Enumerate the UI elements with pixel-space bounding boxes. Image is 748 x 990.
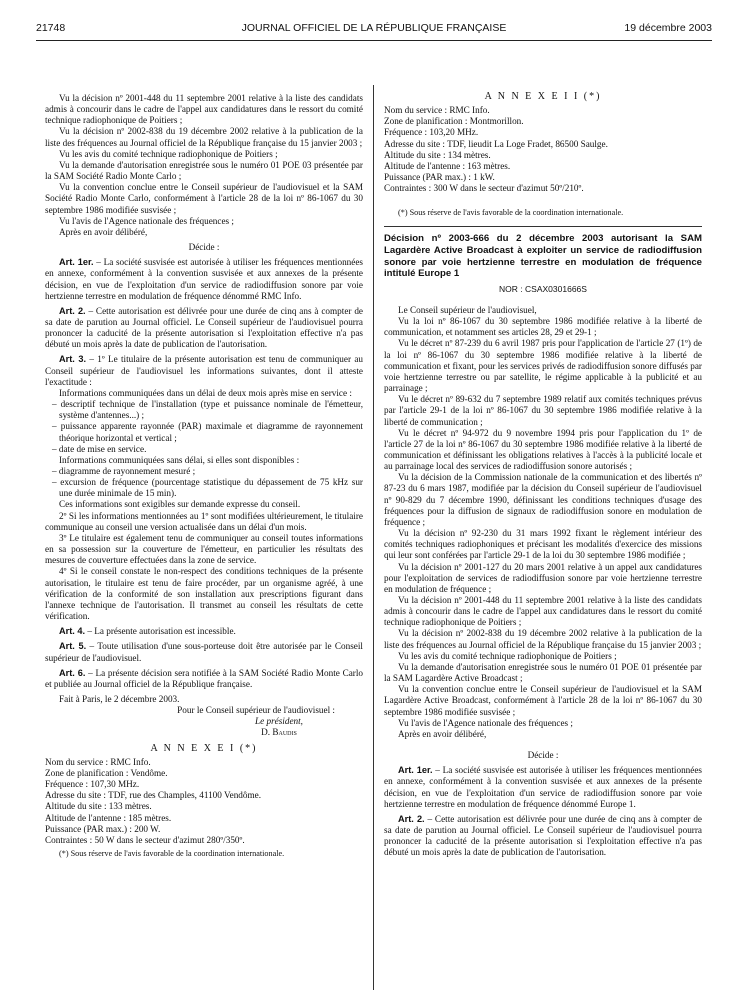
place-date: Fait à Paris, le 2 décembre 2003. — [59, 693, 180, 704]
article-2 — [384, 814, 702, 859]
visa: Vu la loi nº 86-1067 du 30 septembre 1986 modifiée relative à la liberté de communication, et notamment ses articles 28, 29 et 29-1 ; — [384, 316, 702, 338]
signature-name: D. Baudis — [261, 727, 297, 738]
annex-line: Nom du service : RMC Info. — [384, 105, 490, 116]
article-text: – La présente autorisation est incessible. — [85, 626, 236, 637]
journal-title: JOURNAL OFFICIEL DE LA RÉPUBLIQUE FRANÇAISE — [241, 22, 507, 34]
page-header — [36, 14, 712, 41]
annex-title: A N N E X E I I (*) — [484, 91, 602, 102]
article-label: Art. 1er. — [398, 765, 433, 776]
article-1 — [384, 765, 702, 810]
section-divider — [384, 226, 702, 227]
visa: Vu la décision nº 2001-127 du 20 mars 2001 relative à un appel aux candidatures pour l'exploitation de services de radiodiffusion sonore par voie hertzienne terrestre en modulation de fréquence ; — [384, 561, 702, 594]
paragraph: Ces informations sont exigibles sur demande expresse du conseil. — [59, 499, 301, 510]
annex-line: Adresse du site : TDF, lieudit La Loge Fradet, 86500 Saulge. — [384, 138, 608, 149]
annex-line: Altitude du site : 134 mètres. — [384, 149, 491, 160]
visa: Vu la convention conclue entre le Conseil supérieur de l'audiovisuel et la SAM Lagardère Active Broadcast, conformément à l'article 28 de la loi nº 86-1067 du 30 septembre 1986 modifiée susvisée ; — [384, 684, 702, 717]
article-text: – Cette autorisation est délivrée pour une durée de cinq ans à compter de sa date de parution au Journal officiel. Le Conseil supérieur de l'audiovisuel pourra prononcer la caducité de la présente autorisation si l'exploitation effective n'a pas débuté un mois après la date de publication de l'autorisation. — [384, 813, 702, 858]
visa: Après en avoir délibéré, — [398, 728, 487, 739]
annex-line: Altitude de l'antenne : 163 mètres. — [384, 160, 511, 171]
visa: Vu la décision nº 2001-448 du 11 septembre 2001 relative à la liste des candidats admis à concourir dans le cadre de l'appel aux candidatures dans le ressort du comité technique radiophonique de Poitiers ; — [384, 595, 702, 628]
article-label: Art. 1er. — [59, 257, 94, 268]
annex-title: A N N E X E I (*) — [150, 742, 258, 754]
info-heading: Informations communiquées sans délai, si elles sont disponibles : — [59, 454, 300, 465]
annex-line: Fréquence : 103,20 MHz. — [384, 127, 479, 138]
list-item: – puissance apparente rayonnée (PAR) maximale et diagramme de rayonnement théorique horizontal et vertical ; — [52, 421, 363, 443]
visa: Vu le décret nº 89-632 du 7 septembre 1989 relatif aux comités techniques prévus par l'article 29-1 de la loi nº 86-1067 du 30 septembre 1986 modifiée relative à la liberté de communication ; — [384, 394, 702, 427]
visa: Vu la demande d'autorisation enregistrée sous le numéro 01 POE 01 présentée par la SAM Lagardère Active Broadcast ; — [384, 661, 702, 684]
visa: Vu la décision nº 2002-838 du 19 décembre 2002 relative à la publication de la liste des fréquences au Journal officiel de la République française du 15 janvier 2003 ; — [384, 628, 702, 650]
article-label: Art. 3. — [59, 354, 87, 365]
decide-heading: Décide : — [527, 750, 559, 761]
article-text: – Toute utilisation d'une sous-porteuse doit être autorisée par le Conseil supérieur de l'audiovisuel. — [45, 641, 363, 663]
article-5 — [45, 641, 363, 663]
left-column — [45, 93, 363, 859]
page-number: 21748 — [36, 22, 66, 34]
article-label: Art. 4. — [59, 626, 86, 637]
article-text: – 1º Le titulaire de la présente autorisation est tenu de communiquer au Conseil supérieur de l'audiovisuel les informations suivantes, dont il atteste l'exactitude : — [45, 354, 363, 387]
article-label: Art. 2. — [59, 305, 86, 316]
annex-line: Puissance (PAR max.) : 200 W. — [45, 823, 161, 834]
article-2 — [45, 306, 363, 351]
article-text: – La présente décision sera notifiée à la SAM Société Radio Monte Carlo et publiée au Journal officiel de la République française. — [45, 667, 363, 689]
annex-line: Contraintes : 50 W dans le secteur d'azimut 280º/350º. — [45, 834, 245, 845]
column-divider — [373, 85, 374, 990]
article-4 — [45, 626, 363, 637]
paragraph: 2º Si les informations mentionnées au 1º sont modifiées ultérieurement, le titulaire communique au conseil une version actualisée dans un délai d'un mois. — [45, 510, 363, 532]
decide-heading: Décide : — [188, 242, 220, 253]
list-item: – diagramme de rayonnement mesuré ; — [52, 466, 196, 476]
article-label: Art. 6. — [59, 667, 86, 678]
nor-reference: NOR : CSAX0301666S — [499, 283, 587, 294]
article-label: Art. 5. — [59, 641, 87, 652]
annex-footnote: (*) Sous réserve de l'avis favorable de la coordination internationale. — [59, 849, 285, 858]
paragraph: 4º Si le conseil constate le non-respect des conditions techniques de la présente autorisation, le titulaire est tenu de faire procéder, par un organisme agréé, à une vérification de la conformité de son installation aux prescriptions figurant dans l'annexe technique de l'autorisation. Il transmet au conseil les résultats de cette vérification. — [45, 566, 363, 622]
visa: Le Conseil supérieur de l'audiovisuel, — [398, 304, 537, 315]
visa: Vu la convention conclue entre le Conseil supérieur de l'audiovisuel et la SAM Société Radio Monte Carlo, conformément à l'article 28 de la loi nº 86-1067 du 30 septembre 1986 modifiée susvisée ; — [45, 182, 363, 215]
right-column — [384, 93, 702, 858]
paragraph: 3º Le titulaire est également tenu de communiquer au conseil toutes informations en sa possession sur la couverture de l'émetteur, en particulier les résultats des mesures de couverture effectuées dans la zone de service. — [45, 532, 363, 566]
list-item: – descriptif technique de l'installation (type et puissance nominale de l'émetteur, système d'antennes...) ; — [52, 399, 363, 421]
article-3 — [45, 354, 363, 387]
visa: Vu les avis du comité technique radiophonique de Poitiers ; — [398, 650, 617, 661]
article-text: – La société susvisée est autorisée à utiliser les fréquences mentionnées en annexe, conformément à la convention susvisée et aux annexes de la présente décision, en vue de l'exploitation d'un service de radiodiffusion sonore par voie hertzienne terrestre en modulation de fréquence dénommé RMC Info. — [45, 257, 363, 301]
annex-line: Fréquence : 107,30 MHz. — [45, 779, 140, 790]
visa: Vu la demande d'autorisation enregistrée sous le numéro 01 POE 03 présentée par la SAM Société Radio Monte Carlo ; — [45, 159, 363, 182]
visa: Vu les avis du comité technique radiophonique de Poitiers ; — [59, 148, 278, 159]
annex-line: Zone de planification : Montmorillon. — [384, 116, 524, 127]
visa: Vu la décision nº 92-230 du 31 mars 1992 fixant le règlement intérieur des comités techniques radiophoniques et précisant les modalités d'exercice des missions qui leur sont conférées par l'article 29-1 de la loi du 30 septembre 1986 modifiée ; — [384, 528, 702, 561]
visa: Vu la décision nº 2001-448 du 11 septembre 2001 relative à la liste des candidats admis à concourir dans le cadre de l'appel aux candidatures dans le ressort du comité technique radiophonique de Poitiers ; — [45, 93, 363, 126]
annex-footnote: (*) Sous réserve de l'avis favorable de la coordination internationale. — [398, 208, 624, 218]
annex-line: Altitude du site : 133 mètres. — [45, 801, 152, 812]
issue-date: 19 décembre 2003 — [624, 22, 712, 34]
annex-line: Nom du service : RMC Info. — [45, 756, 151, 767]
signature-role: Le président, — [255, 716, 303, 727]
visa: Vu la décision de la Commission nationale de la communication et des libertés nº 87-23 du 6 mars 1987, modifiée par la décision du Conseil supérieur de l'audiovisuel nº 90-829 du 7 décembre 1990, définissant les conditions techniques d'usage des fréquences pour la diffusion de signaux de radiodiffusion sonore en modulation de fréquence ; — [384, 472, 702, 527]
annex-line: Zone de planification : Vendôme. — [45, 767, 168, 778]
article-text: – Cette autorisation est délivrée pour une durée de cinq ans à compter de sa date de parution au Journal officiel. Le Conseil supérieur de l'audiovisuel pourra prononcer la caducité de la présente autorisation si l'exploitation effective n'a pas débuté un mois après la date de publication de l'autorisation. — [45, 305, 363, 350]
visa: Vu le décret nº 94-972 du 9 novembre 1994 pris pour l'application du 1º de l'article 27 de la loi nº 86-1067 du 30 septembre 1986 modifiée relative à la liberté de communication et définissant les obligations relatives à l'accès à la publicité locale et au parrainage local des services de radiodiffusion sonore autorisés ; — [384, 427, 702, 472]
annex-line: Puissance (PAR max.) : 1 kW. — [384, 172, 495, 183]
list-item: – date de mise en service. — [52, 443, 147, 454]
info-heading: Informations communiquées dans un délai de deux mois après mise en service : — [59, 387, 352, 398]
list-item: – excursion de fréquence (pourcentage statistique du dépassement de 75 kHz sur une durée minimale de 15 min). — [52, 477, 363, 499]
visa: Vu la décision nº 2002-838 du 19 décembre 2002 relative à la publication de la liste des fréquences au Journal officiel de la République française du 15 janvier 2003 ; — [45, 126, 363, 148]
article-1 — [45, 257, 363, 302]
visa: Vu l'avis de l'Agence nationale des fréquences ; — [398, 717, 573, 728]
visa: Vu l'avis de l'Agence nationale des fréquences ; — [59, 215, 234, 226]
annex-line: Altitude de l'antenne : 185 mètres. — [45, 812, 172, 823]
decision-title: Décision nº 2003-666 du 2 décembre 2003 autorisant la SAM Lagardère Active Broadcast à exploiter un service de radiodiffusion sonore par voie hertzienne terrestre en modulation de fréquence intitulé Europe 1 — [384, 233, 702, 280]
visa: Après en avoir délibéré, — [59, 226, 148, 237]
article-6 — [45, 668, 363, 690]
signature-for: Pour le Conseil supérieur de l'audiovisuel : — [177, 705, 335, 716]
annex-line: Contraintes : 300 W dans le secteur d'azimut 50º/210º. — [384, 183, 584, 194]
article-text: – La société susvisée est autorisée à utiliser les fréquences mentionnées en annexe, conformément à la convention susvisée et aux annexes de la présente décision, en vue de l'exploitation d'un service de radiodiffusion sonore par voie hertzienne terrestre en modulation de fréquence dénommé Europe 1. — [384, 765, 702, 809]
visa: Vu le décret nº 87-239 du 6 avril 1987 pris pour l'application de l'article 27 (1º) de la loi nº 86-1067 du 30 septembre 1986 modifiée relative à la liberté de communication et fixant, pour les services privés de radiodiffusion sonore diffusés par voie hertzienne terrestre ou par satellite, le régime applicable à la publicité et au parrainage ; — [384, 338, 702, 394]
annex-line: Adresse du site : TDF, rue des Champles, 41100 Vendôme. — [45, 790, 261, 801]
article-label: Art. 2. — [398, 813, 425, 824]
